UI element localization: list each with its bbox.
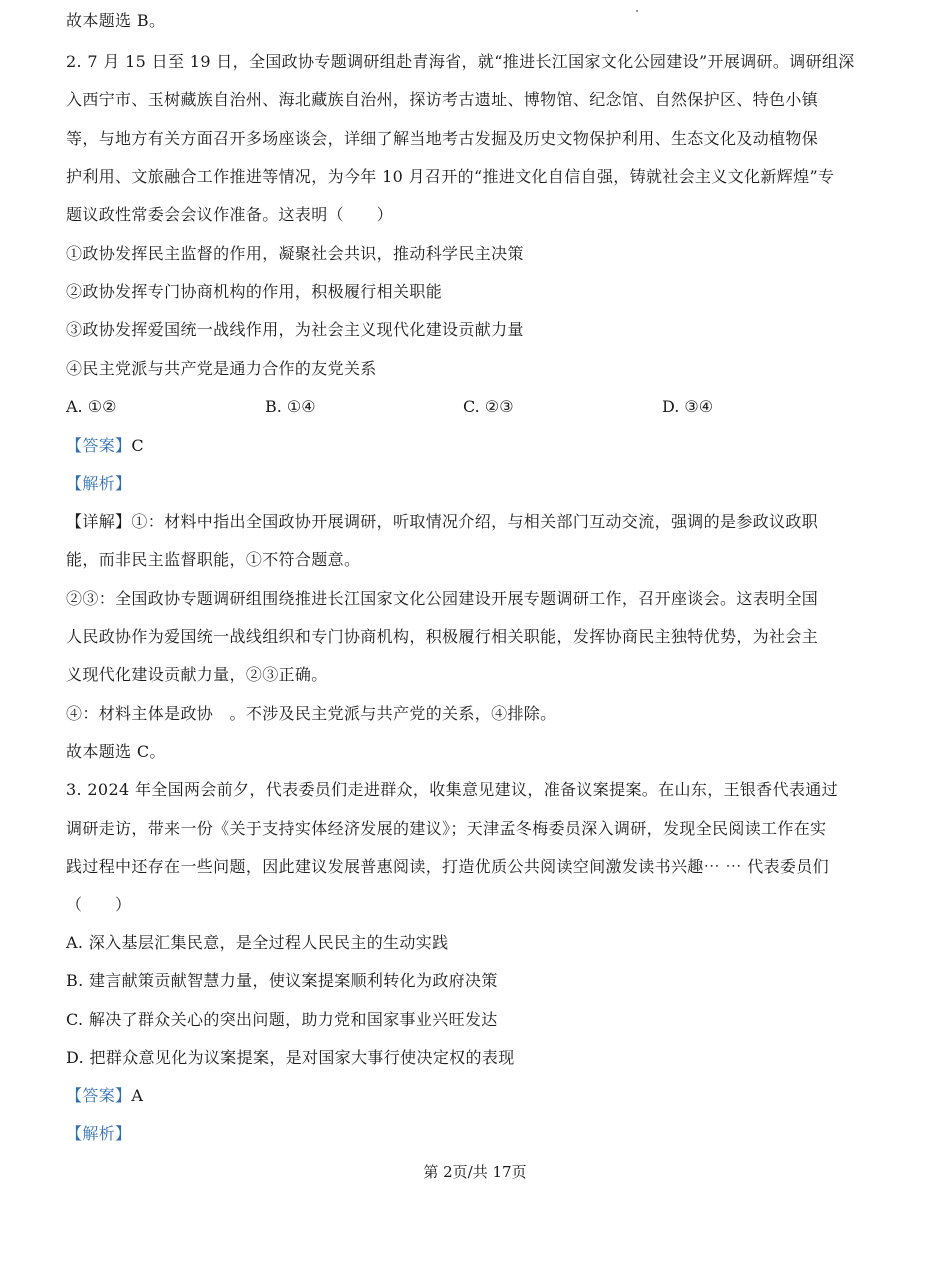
q2-statement-3: ③政协发挥爱国统一战线作用，为社会主义现代化建设贡献力量 xyxy=(66,320,524,339)
q2-detail-line-6: ④：材料主体是政协 。不涉及民主党派与共产党的关系，④排除。 xyxy=(66,704,557,723)
page-footer: 第 2页/共 17页 xyxy=(423,1163,527,1181)
q2-detail-line-2: 能，而非民主监督职能，①不符合题意。 xyxy=(66,550,361,569)
q2-statement-2: ②政协发挥专门协商机构的作用，积极履行相关职能 xyxy=(66,282,443,301)
q2-answer xyxy=(66,435,144,457)
q3-analysis-tag: 【解析】 xyxy=(66,1124,132,1143)
q3-stem-line-4: （ ） xyxy=(66,895,132,914)
q3-option-c: C. 解决了群众关心的突出问题，助力党和国家事业兴旺发达 xyxy=(66,1010,498,1029)
q2-stem-line-2: 入西宁市、玉树藏族自治州、海北藏族自治州，探访考古遗址、博物馆、纪念馆、自然保护区、特色小镇 xyxy=(66,90,819,109)
q3-answer xyxy=(66,1085,143,1107)
q2-conclusion: 故本题选 C。 xyxy=(66,742,166,761)
q2-detail-line-3: ②③：全国政协专题调研组围绕推进长江国家文化公园建设开展专题调研工作，召开座谈会。这表明全国 xyxy=(66,589,819,608)
q2-option-d: D. ③④ xyxy=(662,397,714,416)
q2-option-c: C. ②③ xyxy=(463,397,514,416)
q3-stem-line-2: 调研走访，带来一份《关于支持实体经济发展的建议》；天津孟冬梅委员深入调研，发现全民阅读工作在实 xyxy=(66,819,827,838)
q2-option-a: A. ①② xyxy=(66,397,117,416)
q3-option-b: B. 建言献策贡献智慧力量，使议案提案顺利转化为政府决策 xyxy=(66,971,498,990)
answer-tag: 【答案】 xyxy=(66,1086,132,1105)
q2-stem-line-4: 护利用、文旅融合工作推进等情况，为今年 10 月召开的“推进文化自信自强，铸就社会主义文化新辉煌”专 xyxy=(66,167,835,186)
scan-speck xyxy=(636,10,638,12)
answer-value: A xyxy=(131,1086,144,1105)
q2-option-b: B. ①④ xyxy=(265,397,316,416)
q2-analysis-tag: 【解析】 xyxy=(66,474,132,493)
detail-text: ①：材料中指出全国政协开展调研，听取情况介绍，与相关部门互动交流，强调的是参政议政职 xyxy=(131,512,819,531)
q2-detail-line-5: 义现代化建设贡献力量，②③正确。 xyxy=(66,665,328,684)
q3-stem-line-3: 践过程中还存在一些问题，因此建议发展普惠阅读，打造优质公共阅读空间激发读书兴趣⋯ ⋯ 代表委员们 xyxy=(66,857,829,876)
q3-stem-line-1: 3. 2024 年全国两会前夕，代表委员们走进群众，收集意见建议，准备议案提案。在山东，王银香代表通过 xyxy=(66,780,839,799)
answer-tag: 【答案】 xyxy=(66,436,132,455)
q2-stem-line-3: 等，与地方有关方面召开多场座谈会，详细了解当地考古发掘及历史文物保护利用、生态文化及动植物保 xyxy=(66,129,819,148)
q2-stem-line-5: 题议政性常委会会议作准备。这表明（ ） xyxy=(66,205,394,224)
prev-answer-line: 故本题选 B。 xyxy=(66,11,166,30)
detail-tag: 【详解】 xyxy=(66,512,132,531)
q2-stem-line-1: 2. 7 月 15 日至 19 日，全国政协专题调研组赴青海省，就“推进长江国家文化公园建设”开展调研。调研组深 xyxy=(66,52,855,71)
q2-statement-1: ①政协发挥民主监督的作用，凝聚社会共识，推动科学民主决策 xyxy=(66,244,524,263)
answer-value: C xyxy=(131,436,144,455)
q3-option-a: A. 深入基层汇集民意，是全过程人民民主的生动实践 xyxy=(66,933,449,952)
q2-detail-line-4: 人民政协作为爱国统一战线组织和专门协商机构，积极履行相关职能，发挥协商民主独特优势，为社会主 xyxy=(66,627,819,646)
q2-detail-line-1 xyxy=(66,511,818,533)
q3-option-d: D. 把群众意见化为议案提案，是对国家大事行使决定权的表现 xyxy=(66,1048,515,1067)
q2-statement-4: ④民主党派与共产党是通力合作的友党关系 xyxy=(66,359,377,378)
